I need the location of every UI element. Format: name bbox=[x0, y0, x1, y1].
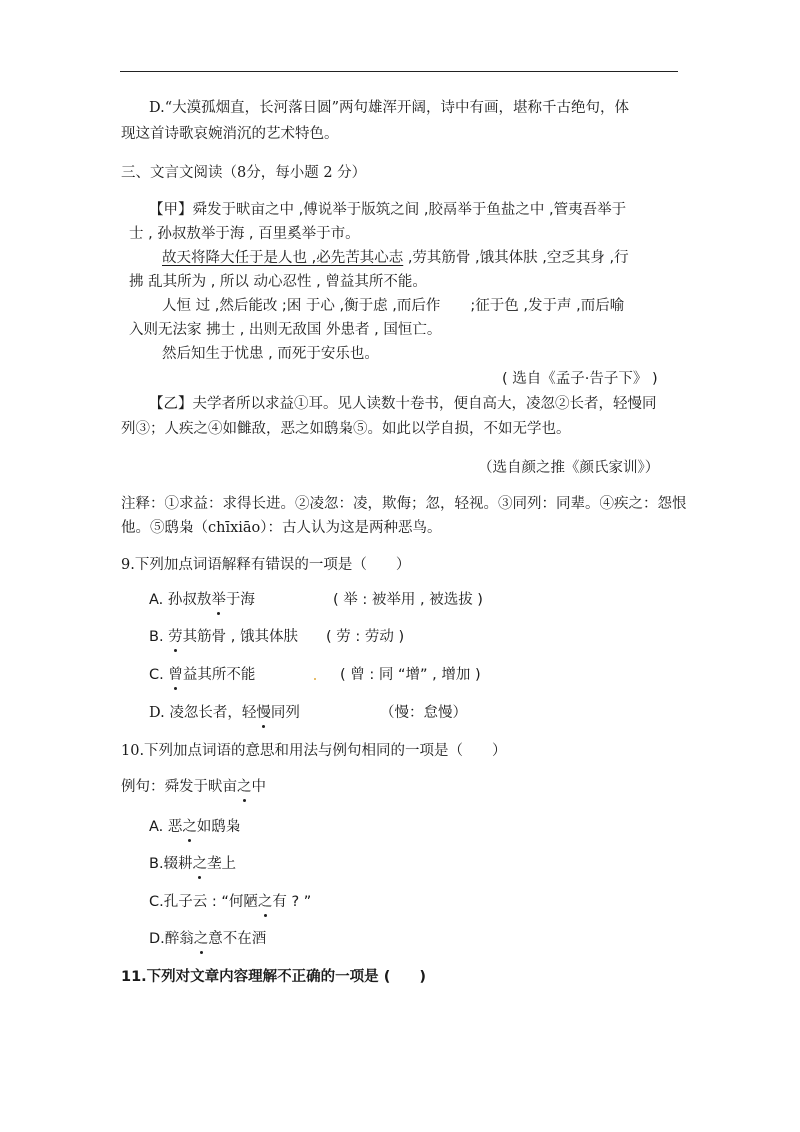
option-text-post: 如鸱枭 bbox=[196, 819, 241, 835]
option-text-pre: 恶 bbox=[167, 819, 183, 835]
option-text-post: 其筋骨 , 饿其体肤 bbox=[182, 629, 298, 645]
option-letter: C. bbox=[149, 894, 164, 910]
passage-jia-line2: 士 , 孙叔敖举于海 , 百里奚举于市。 bbox=[129, 226, 360, 242]
q9-option-c[interactable] bbox=[149, 665, 255, 685]
q9-option-b-explain: ( 劳 : 劳动 ) bbox=[326, 629, 405, 645]
passage-jia-line3 bbox=[162, 248, 629, 268]
passage-jia-source: ( 选自《孟子·告子下》 ) bbox=[502, 371, 658, 387]
option-text-pre: 醉翁 bbox=[164, 931, 194, 947]
dotted-word: 慢 bbox=[256, 705, 271, 721]
option-d-prev-line2: 现这首诗歌哀婉消沉的艺术特色。 bbox=[121, 126, 339, 142]
passage-jia-line6: 入则无法家 拂士 , 出则无敌国 外患者 , 国恒亡。 bbox=[129, 322, 442, 338]
passage-yi-source: （选自颜之推《颜氏家训》） bbox=[478, 460, 660, 476]
option-text-post: 有 ? ” bbox=[272, 894, 312, 910]
notes-line2: 他。⑤鸱枭（chīxiāo）：古人认为这是两种恶鸟。 bbox=[121, 520, 442, 536]
option-d-prev-line1: D.“大漠孤烟直，长河落日圆”两句雄浑开阔，诗中有画，堪称千古绝句，体 bbox=[149, 100, 630, 116]
dotted-word: 举 bbox=[211, 592, 226, 608]
header-rule bbox=[120, 71, 678, 72]
option-letter: D. bbox=[149, 705, 170, 721]
section-title: 三、文言文阅读（8分，每小题 2 分） bbox=[121, 165, 367, 181]
option-text-post: 意不在酒 bbox=[208, 931, 267, 947]
passage-jia-line5 bbox=[162, 296, 624, 316]
dotted-word: 之 bbox=[192, 856, 208, 872]
option-letter: B. bbox=[149, 629, 169, 645]
passage-jia-line4: 拂 乱其所为 , 所以 动心忍性 , 曾益其所不能。 bbox=[129, 274, 427, 290]
q9-option-b[interactable] bbox=[149, 627, 298, 647]
option-text-pre: 凌忽长者，轻 bbox=[169, 705, 257, 721]
q9-option-d[interactable] bbox=[149, 703, 300, 723]
example-text-pre: 舜发于畎亩 bbox=[164, 779, 237, 795]
dotted-word: 曾 bbox=[168, 667, 183, 683]
option-text-pre: 孔子云 : “何陋 bbox=[163, 894, 258, 910]
q10-option-a[interactable] bbox=[149, 817, 240, 837]
ink-speck bbox=[314, 678, 316, 680]
option-letter: A. bbox=[149, 592, 168, 608]
q10-option-c[interactable] bbox=[149, 892, 311, 912]
q9-option-a[interactable] bbox=[149, 590, 255, 610]
q9-option-a-explain: ( 举 : 被举用 , 被选拔 ) bbox=[333, 592, 483, 608]
dotted-word: 之 bbox=[257, 894, 273, 910]
option-letter: D. bbox=[149, 931, 165, 947]
passage-jia-line1: 【甲】舜发于畎亩之中 ,傅说举于版筑之间 ,胶鬲举于鱼盐之中 ,管夷吾举于 bbox=[149, 202, 627, 218]
q10-stem: 10.下列加点词语的意思和用法与例句相同的一项是（ ） bbox=[121, 743, 507, 759]
dotted-word: 之 bbox=[237, 779, 252, 795]
option-text-post: 垄上 bbox=[207, 856, 237, 872]
q10-option-b[interactable] bbox=[149, 854, 236, 874]
q9-option-d-explain: （慢：怠慢） bbox=[380, 705, 467, 721]
notes-line1: 注释：①求益：求得长进。②凌忽：凌，欺侮；忽，轻视。③同列：同辈。④疾之：怨恨 bbox=[121, 496, 687, 512]
passage-jia-line3-rest: ,劳其筋骨 ,饿其体肤 ,空乏其身 ,行 bbox=[403, 250, 629, 266]
q9-stem: 9.下列加点词语解释有错误的一项是（ ） bbox=[121, 557, 411, 573]
option-letter: B. bbox=[149, 856, 164, 872]
dotted-word: 之 bbox=[182, 819, 197, 835]
option-text-post: 益其所不能 bbox=[182, 667, 256, 683]
q9-option-c-explain: ( 曾 : 同 “增” , 增加 ) bbox=[340, 667, 481, 683]
passage-jia-line5-b: ;征于色 ,发于声 ,而后喻 bbox=[470, 298, 625, 314]
passage-yi-line2: 列③；人疾之④如雠敌，恶之如鸱枭⑤。如此以学自损，不如无学也。 bbox=[121, 421, 571, 437]
passage-jia-line5-a: 人恒 过 ,然后能改 ;困 于心 ,衡于虑 ,而后作 bbox=[162, 298, 441, 314]
option-letter: A. bbox=[149, 819, 168, 835]
q11-stem: 11.下列对文章内容理解不正确的一项是 ( ) bbox=[121, 969, 426, 985]
underlined-sentence: 故天将降大任于是人也 ,必先苦其心志 bbox=[162, 250, 404, 266]
example-text-post: 中 bbox=[251, 779, 266, 795]
example-label: 例句： bbox=[121, 779, 165, 795]
option-text-pre: 孙叔敖 bbox=[167, 592, 212, 608]
dotted-word: 之 bbox=[193, 931, 209, 947]
option-text-post: 同列 bbox=[270, 705, 300, 721]
option-text-pre: 辍耕 bbox=[163, 856, 193, 872]
option-text-post: 于海 bbox=[225, 592, 255, 608]
passage-jia-line7: 然后知生于忧患 , 而死于安乐也。 bbox=[162, 346, 379, 362]
q10-example bbox=[121, 777, 266, 797]
option-letter: C. bbox=[149, 667, 169, 683]
q10-option-d[interactable] bbox=[149, 929, 266, 949]
dotted-word: 劳 bbox=[168, 629, 183, 645]
passage-yi-line1: 【乙】夫学者所以求益①耳。见人读数十卷书，便自高大，凌忽②长者，轻慢同 bbox=[149, 396, 657, 412]
